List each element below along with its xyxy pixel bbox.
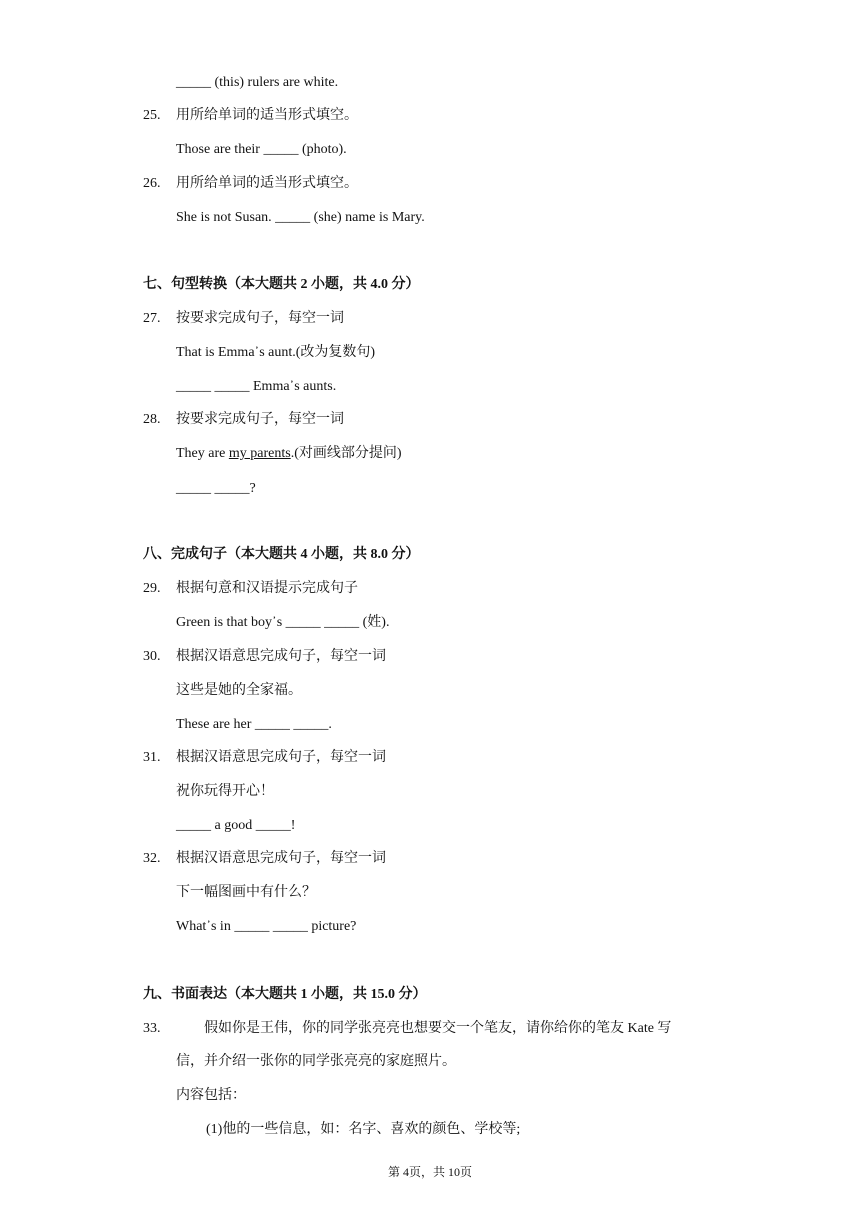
q32-number: 32.	[143, 851, 161, 866]
q28-sentence-end: .(对画线部分提问)	[290, 446, 402, 461]
q29-instruction: 根据句意和汉语提示完成句子	[176, 581, 358, 596]
section-7-heading: 七、句型转换（本大题共 2 小题，共 4.0 分）	[143, 277, 420, 292]
q31-instruction: 根据汉语意思完成句子，每空一词	[176, 750, 386, 765]
q28-sentence	[176, 445, 402, 463]
q30-number: 30.	[143, 649, 161, 664]
q27-number: 27.	[143, 311, 161, 326]
q31-sentence: _____ a good _____!	[176, 818, 296, 833]
q33-content-item-1: (1)他的一些信息，如：名字、喜欢的颜色、学校等;	[206, 1122, 521, 1137]
q26-number: 26.	[143, 176, 161, 191]
q32-chinese: 下一幅图画中有什么？	[176, 885, 316, 900]
q33-number: 33.	[143, 1021, 161, 1036]
q30-chinese: 这些是她的全家福。	[176, 683, 302, 698]
q25-sentence: Those are their _____ (photo).	[176, 142, 347, 157]
q25-instruction: 用所给单词的适当形式填空。	[176, 108, 358, 123]
q30-instruction: 根据汉语意思完成句子，每空一词	[176, 649, 386, 664]
q27-answer-line: _____ _____ Emma᾽s aunts.	[176, 379, 337, 394]
q24-line-2: _____ (this) rulers are white.	[176, 75, 339, 90]
q29-sentence: Green is that boy᾽s _____ _____ (姓).	[176, 615, 390, 630]
q26-sentence: She is not Susan. _____ (she) name is Mary.	[176, 210, 425, 225]
q33-prompt-line-1: 假如你是王伟，你的同学张亮亮也想要交一个笔友，请你给你的笔友 Kate 写	[204, 1021, 672, 1036]
q28-instruction: 按要求完成句子，每空一词	[176, 412, 344, 427]
q27-instruction: 按要求完成句子，每空一词	[176, 311, 344, 326]
q26-instruction: 用所给单词的适当形式填空。	[176, 176, 358, 191]
q30-sentence: These are her _____ _____.	[176, 717, 332, 732]
q33-prompt-line-2: 信，并介绍一张你的同学张亮亮的家庭照片。	[176, 1054, 456, 1069]
section-9-heading: 九、书面表达（本大题共 1 小题，共 15.0 分）	[143, 987, 427, 1002]
q31-chinese: 祝你玩得开心！	[176, 784, 274, 799]
section-8-heading: 八、完成句子（本大题共 4 小题，共 8.0 分）	[143, 547, 420, 562]
page-footer: 第 4页，共 10页	[387, 1165, 472, 1179]
q28-number: 28.	[143, 412, 161, 427]
q27-sentence: That is Emma᾽s aunt.(改为复数句)	[176, 345, 376, 360]
q32-sentence: What᾽s in _____ _____ picture?	[176, 919, 357, 934]
q28-underlined-part: my parents	[228, 446, 291, 461]
q28-sentence-start: They are	[176, 446, 229, 461]
q28-answer-line: _____ _____?	[176, 481, 256, 496]
q25-number: 25.	[143, 108, 161, 123]
q31-number: 31.	[143, 750, 161, 765]
q33-content-label: 内容包括：	[176, 1088, 246, 1103]
q29-number: 29.	[143, 581, 161, 596]
q32-instruction: 根据汉语意思完成句子，每空一词	[176, 851, 386, 866]
